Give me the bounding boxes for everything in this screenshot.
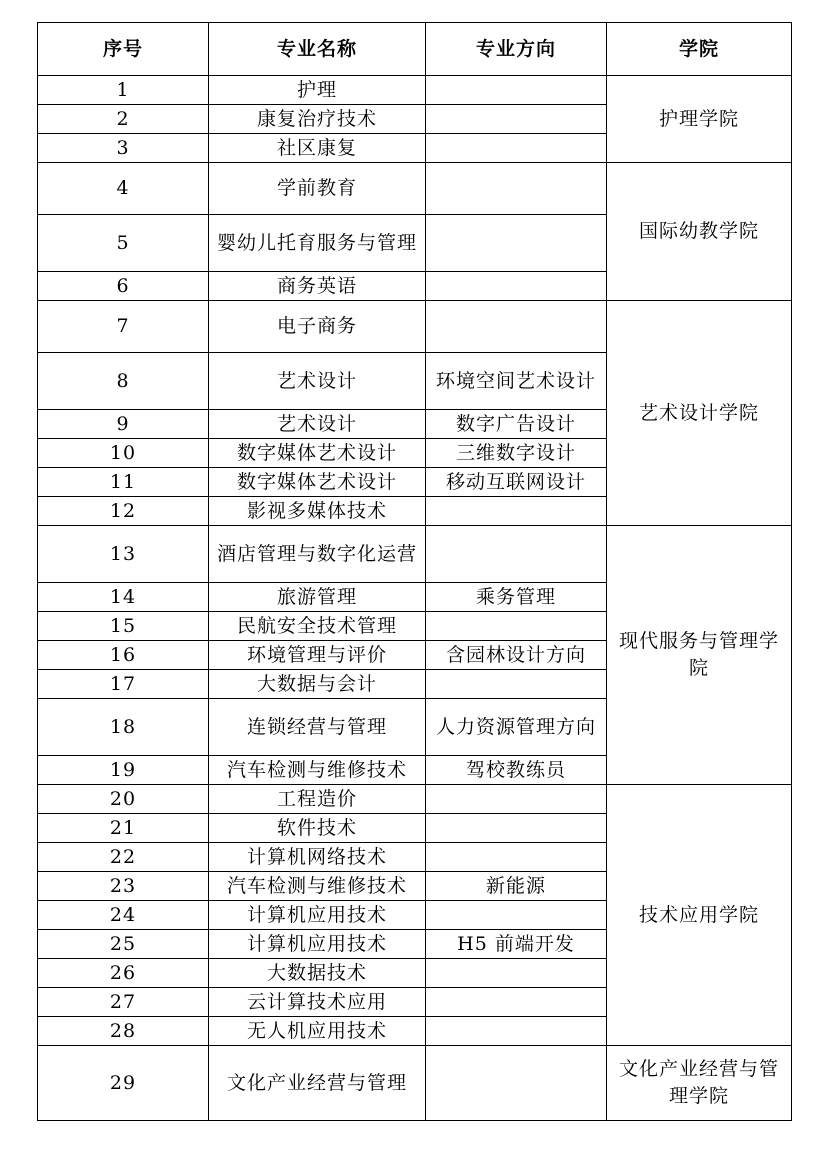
majors-table xyxy=(37,22,792,1121)
row-no: 28 xyxy=(38,1017,209,1046)
row-major: 大数据与会计 xyxy=(209,670,426,699)
row-no: 18 xyxy=(38,699,209,756)
row-direction xyxy=(426,497,607,526)
row-no: 24 xyxy=(38,901,209,930)
row-direction: 数字广告设计 xyxy=(426,410,607,439)
table-row xyxy=(38,301,792,353)
row-major: 计算机应用技术 xyxy=(209,901,426,930)
row-no: 25 xyxy=(38,930,209,959)
row-no: 3 xyxy=(38,134,209,163)
header-seq: 序号 xyxy=(38,23,209,76)
header-major: 专业名称 xyxy=(209,23,426,76)
row-no: 27 xyxy=(38,988,209,1017)
table-row xyxy=(38,76,792,105)
row-major: 电子商务 xyxy=(209,301,426,353)
row-direction: H5 前端开发 xyxy=(426,930,607,959)
row-major: 影视多媒体技术 xyxy=(209,497,426,526)
row-direction: 三维数字设计 xyxy=(426,439,607,468)
row-major: 连锁经营与管理 xyxy=(209,699,426,756)
row-major: 护理 xyxy=(209,76,426,105)
row-no: 10 xyxy=(38,439,209,468)
row-direction xyxy=(426,670,607,699)
row-major: 学前教育 xyxy=(209,163,426,215)
row-major: 艺术设计 xyxy=(209,353,426,410)
row-no: 21 xyxy=(38,814,209,843)
row-major: 数字媒体艺术设计 xyxy=(209,468,426,497)
row-no: 29 xyxy=(38,1046,209,1121)
row-direction: 驾校教练员 xyxy=(426,756,607,785)
row-major: 文化产业经营与管理 xyxy=(209,1046,426,1121)
college-cell: 国际幼教学院 xyxy=(607,163,792,301)
row-direction: 环境空间艺术设计 xyxy=(426,353,607,410)
row-no: 26 xyxy=(38,959,209,988)
row-no: 22 xyxy=(38,843,209,872)
row-direction xyxy=(426,301,607,353)
row-direction xyxy=(426,215,607,272)
row-direction: 新能源 xyxy=(426,872,607,901)
header-direction: 专业方向 xyxy=(426,23,607,76)
row-no: 17 xyxy=(38,670,209,699)
college-cell: 艺术设计学院 xyxy=(607,301,792,526)
row-major: 汽车检测与维修技术 xyxy=(209,756,426,785)
row-no: 13 xyxy=(38,526,209,583)
college-cell: 技术应用学院 xyxy=(607,785,792,1046)
row-major: 工程造价 xyxy=(209,785,426,814)
row-major: 婴幼儿托育服务与管理 xyxy=(209,215,426,272)
row-major: 民航安全技术管理 xyxy=(209,612,426,641)
row-direction xyxy=(426,901,607,930)
row-no: 4 xyxy=(38,163,209,215)
row-no: 7 xyxy=(38,301,209,353)
row-major: 艺术设计 xyxy=(209,410,426,439)
row-direction xyxy=(426,988,607,1017)
row-direction xyxy=(426,814,607,843)
college-cell: 现代服务与管理学院 xyxy=(607,526,792,785)
row-no: 19 xyxy=(38,756,209,785)
row-no: 5 xyxy=(38,215,209,272)
row-no: 6 xyxy=(38,272,209,301)
row-direction xyxy=(426,959,607,988)
header-row xyxy=(38,23,792,76)
table-row xyxy=(38,163,792,215)
row-no: 23 xyxy=(38,872,209,901)
row-major: 无人机应用技术 xyxy=(209,1017,426,1046)
row-no: 14 xyxy=(38,583,209,612)
row-major: 软件技术 xyxy=(209,814,426,843)
header-college: 学院 xyxy=(607,23,792,76)
table-row xyxy=(38,526,792,583)
row-major: 大数据技术 xyxy=(209,959,426,988)
row-no: 2 xyxy=(38,105,209,134)
row-no: 11 xyxy=(38,468,209,497)
row-no: 15 xyxy=(38,612,209,641)
row-direction xyxy=(426,134,607,163)
row-direction: 移动互联网设计 xyxy=(426,468,607,497)
row-direction xyxy=(426,105,607,134)
row-major: 计算机网络技术 xyxy=(209,843,426,872)
row-direction: 含园林设计方向 xyxy=(426,641,607,670)
row-direction xyxy=(426,526,607,583)
college-cell: 护理学院 xyxy=(607,76,792,163)
row-major: 环境管理与评价 xyxy=(209,641,426,670)
row-major: 旅游管理 xyxy=(209,583,426,612)
row-direction xyxy=(426,76,607,105)
row-no: 12 xyxy=(38,497,209,526)
row-direction xyxy=(426,1017,607,1046)
row-major: 酒店管理与数字化运营 xyxy=(209,526,426,583)
row-major: 数字媒体艺术设计 xyxy=(209,439,426,468)
row-direction xyxy=(426,1046,607,1121)
row-major: 康复治疗技术 xyxy=(209,105,426,134)
row-direction xyxy=(426,785,607,814)
row-major: 云计算技术应用 xyxy=(209,988,426,1017)
row-direction xyxy=(426,163,607,215)
table-row xyxy=(38,785,792,814)
row-direction: 人力资源管理方向 xyxy=(426,699,607,756)
row-no: 16 xyxy=(38,641,209,670)
college-cell: 文化产业经营与管理学院 xyxy=(607,1046,792,1121)
row-direction xyxy=(426,272,607,301)
row-direction: 乘务管理 xyxy=(426,583,607,612)
row-no: 9 xyxy=(38,410,209,439)
row-direction xyxy=(426,843,607,872)
table-row xyxy=(38,1046,792,1121)
row-no: 1 xyxy=(38,76,209,105)
row-major: 计算机应用技术 xyxy=(209,930,426,959)
row-major: 社区康复 xyxy=(209,134,426,163)
row-no: 8 xyxy=(38,353,209,410)
row-direction xyxy=(426,612,607,641)
row-major: 商务英语 xyxy=(209,272,426,301)
row-major: 汽车检测与维修技术 xyxy=(209,872,426,901)
row-no: 20 xyxy=(38,785,209,814)
